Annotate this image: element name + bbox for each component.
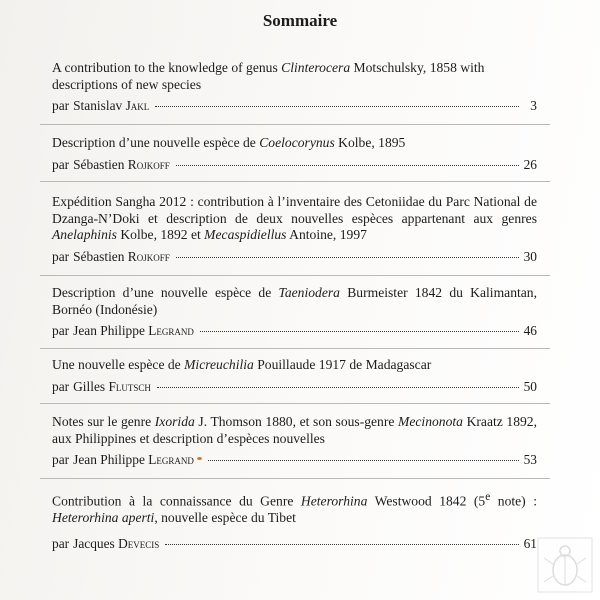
author-last-name: Jakl [125,98,150,113]
title-text: Kolbe, 1895 [334,135,406,150]
entry-byline [52,452,537,468]
title-text: note) : [490,493,537,509]
author-first-name: Sébastien [73,248,125,264]
page-number: 61 [523,535,537,551]
author-first-name: Jean Philippe [73,323,145,338]
entry-byline [52,379,537,395]
title-text: J. Thomson 1880, et son sous-genre [194,414,399,429]
author-last-name: Devecis [118,535,160,551]
title-text: Antoine, 1997 [286,227,367,242]
author-first-name: Jacques [73,535,115,551]
toc-entry [52,285,537,339]
genus-name: Mecinonota [398,414,463,429]
byline-prefix: par [52,323,70,338]
entry-byline [52,536,537,552]
dot-leader [176,165,519,166]
title-text: A contribution to the knowledge of genus [52,60,282,75]
entry-byline [52,323,537,339]
author-last-name: Rojkoff [127,156,170,172]
genus-name: Heterorhina aperti [52,510,155,526]
toc-entry [52,194,537,265]
divider [40,478,550,479]
page-number: 53 [523,452,537,467]
title-text: Burmeister 1842 du Kalimantan, Bornéo (Indonésie) [52,285,537,317]
genus-name: Heterorhina [300,493,368,509]
author-first-name: Stanislav [73,98,123,113]
author-last-name: Legrand [148,323,194,338]
toc-entry [52,60,537,114]
entry-title [52,135,537,152]
title-text: Kolbe, 1892 et [116,227,205,242]
author-first-name: Jean Philippe [73,452,145,467]
page-number: 26 [523,156,537,172]
entry-title [52,489,537,527]
entry-byline [52,98,537,114]
page-number: 46 [523,323,537,338]
divider [40,275,550,276]
title-text: Description d’une nouvelle espèce de [52,135,260,150]
author-last-name: Flutsch [108,378,151,394]
entry-title [52,285,537,318]
genus-name: Taeniodera [278,285,340,300]
title-text: , nouvelle espèce du Tibet [154,510,296,526]
entry-title [52,357,537,374]
ink-spot [197,457,202,460]
dot-leader [208,460,519,461]
author-last-name: Rojkoff [127,248,170,264]
entry-title [52,60,537,93]
entry-byline [52,157,537,173]
author-first-name: Gilles [73,378,106,394]
title-text: Pouillaude 1917 de Madagascar [253,357,432,372]
entry-title [52,414,537,447]
title-text: Notes sur le genre [52,414,155,429]
page-title: Sommaire [262,11,338,30]
dot-leader [155,106,519,107]
page-number: 50 [523,378,537,394]
author-first-name: Sébastien [73,156,125,172]
entry-title [52,194,537,244]
page-number: 30 [523,248,537,264]
dot-leader [176,257,519,258]
title-text: Motschulsky, 1858 with descriptions of new species [52,60,485,92]
byline-prefix: par [52,98,70,113]
byline-prefix: par [52,248,70,264]
title-text: Une nouvelle espèce de [52,357,185,372]
divider [40,403,550,404]
divider [40,124,550,125]
genus-name: Anelaphinis [52,227,117,242]
title-text: Expédition Sangha 2012 : contribution à l’inventaire des Cetoniidae du Parc National de Dzanga-N’Doki et description de deux nouvelles espèces appartenant aux genres [52,194,537,226]
toc-entry [52,489,537,552]
author-last-name: Legrand [148,452,194,467]
genus-name: Mecaspidiellus [204,227,287,242]
byline-prefix: par [52,156,70,172]
genus-name: Micreuchilia [184,357,254,372]
toc-entry [52,357,537,395]
dot-leader [200,331,519,332]
title-text: Contribution à la connaissance du Genre [52,493,301,509]
entry-byline [52,249,537,265]
byline-prefix: par [52,535,70,551]
title-text: Westwood 1842 (5 [367,493,486,509]
genus-name: Clinterocera [281,60,351,75]
page-number: 3 [530,98,537,113]
title-text: Kraatz 1892, aux Philippines et description d’espèces nouvelles [52,414,537,446]
byline-prefix: par [52,452,70,467]
genus-name: Ixorida [154,414,195,429]
genus-name: Coelocorynus [259,135,335,150]
divider [40,181,550,182]
toc-entry [52,135,537,173]
dot-leader [157,387,519,388]
title-text: Description d’une nouvelle espèce de [52,285,279,300]
scarab-watermark-icon [536,536,594,594]
dot-leader [165,544,519,545]
toc-entry [52,414,537,468]
divider [40,348,550,349]
byline-prefix: par [52,378,70,394]
superscript: e [485,491,491,503]
